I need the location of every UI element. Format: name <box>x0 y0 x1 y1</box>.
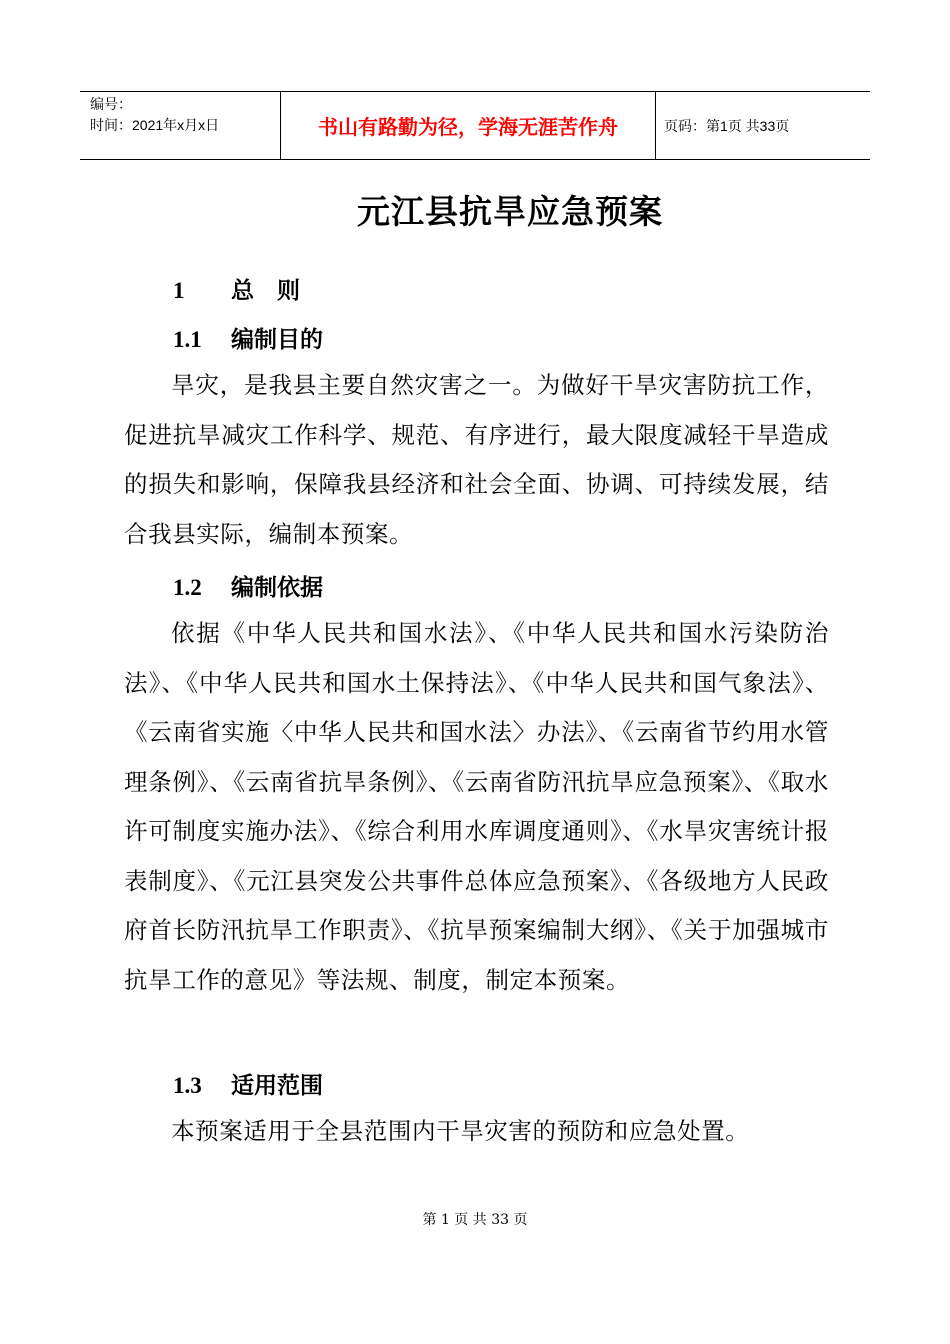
header-number-label: 编号： <box>90 96 132 112</box>
section-number: 1.3 <box>173 1073 202 1098</box>
paragraph-basis: 依据《中华人民共和国水法》、《中华人民共和国水污染防治法》、《中华人民共和国水土保持法》、《中华人民共和国气象法》、《云南省实施〈中华人民共和国水法〉办法》、《云南省节约用水管理条例》、《云南省抗旱条例》、《云南省防汛抗旱应急预案》、《取水许可制度实施办法》、《综合利用水库调度通则》、《水旱灾害统计报表制度》、《元江县突发公共事件总体应急预案》、《各级地方人民政府首长防汛抗旱工作职责》、《抗旱预案编制大纲》、《关于加强城市抗旱工作的意见》等法规、制度，制定本预案。 <box>124 619 829 994</box>
section-title: 编制依据 <box>231 575 323 601</box>
header-motto: 书山有路勤为径，学海无涯苦作舟 <box>280 92 656 159</box>
section-title: 适用范围 <box>231 1073 323 1099</box>
section-heading-1 <box>173 272 300 305</box>
document-title: 元江县抗旱应急预案 <box>357 192 663 231</box>
paragraph-purpose: 旱灾，是我县主要自然灾害之一。为做好干旱灾害防抗工作，促进抗旱减灾工作科学、规范、有序进行，最大限度减轻干旱造成的损失和影响，保障我县经济和社会全面、协调、可持续发展，结合我县实际，编制本预案。 <box>124 371 829 548</box>
paragraph-scope: 本预案适用于全县范围内干旱灾害的预防和应急处置。 <box>171 1117 750 1145</box>
section-number: 1.2 <box>173 575 202 600</box>
page-footer: 第 1 页 共 33 页 <box>422 1212 528 1228</box>
section-heading-1-3 <box>173 1067 323 1100</box>
section-heading-1-2 <box>173 569 323 602</box>
section-title: 编制目的 <box>231 327 323 353</box>
header-date: 时间：2021年x月x日 <box>90 117 220 133</box>
section-title: 总 则 <box>231 278 300 304</box>
section-heading-1-1 <box>173 321 323 354</box>
header-meta <box>90 94 219 136</box>
section-number: 1 <box>173 278 185 303</box>
section-number: 1.1 <box>173 327 202 352</box>
page-header <box>80 91 870 160</box>
header-page-info: 页码：第1页 共33页 <box>664 117 790 134</box>
